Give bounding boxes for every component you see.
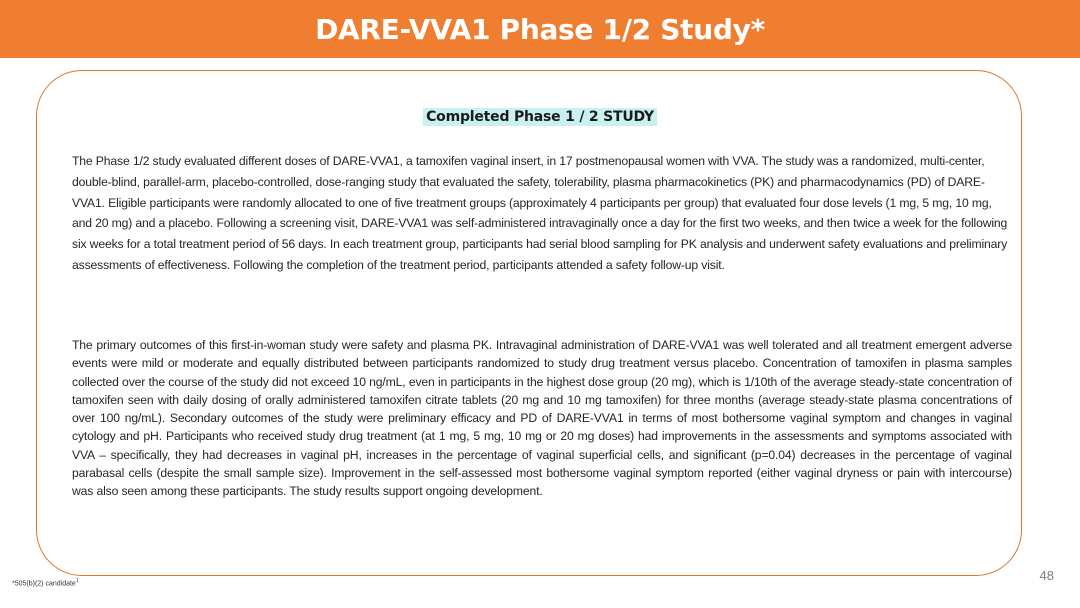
subtitle-container xyxy=(0,108,1080,126)
slide-title: DARE-VVA1 Phase 1/2 Study* xyxy=(315,12,765,46)
title-bar xyxy=(0,0,1080,58)
section-subtitle: Completed Phase 1 / 2 STUDY xyxy=(423,108,657,126)
study-outcomes-paragraph: The primary outcomes of this first-in-woman study were safety and plasma PK. Intravaginal administration of DARE-VVA1 was well tolerated and all treatment emergent adverse events were mild or moderate and equally distributed between participants randomized to study drug treatment versus placebo. Concentration of tamoxifen in plasma samples collected over the course of the study did not exceed 10 ng/mL, even in participants in the highest dose group (20 mg), which is 1/10th of the average steady-state concentration of tamoxifen seen with daily dosing of orally administered tamoxifen citrate tablets (20 mg and 10 mg tamoxifen) for three months (average steady-state plasma concentrations of over 100 ng/mL). Secondary outcomes of the study were preliminary efficacy and PD of DARE-VVA1 in terms of most bothersome vaginal symptom and changes in vaginal cytology and pH. Participants who received study drug treatment (at 1 mg, 5 mg, 10 mg or 20 mg doses) had improvements in the assessments and symptoms associated with VVA – specifically, they had decreases in vaginal pH, increases in the percentage of vaginal superficial cells, and significant (p=0.04) decreases in the percentage of vaginal parabasal cells (despite the small sample size). Improvement in the self-assessed most bothersome vaginal symptom reported (either vaginal dryness or pain with intercourse) was also seen among these participants. The study results support ongoing development. xyxy=(72,338,1012,499)
footnote xyxy=(12,578,79,587)
footnote-superscript: 1 xyxy=(75,578,79,584)
study-description-paragraph: The Phase 1/2 study evaluated different doses of DARE-VVA1, a tamoxifen vaginal insert, in 17 postmenopausal women with VVA. The study was a randomized, multi-center, double-blind, parallel-arm, placebo-controlled, dose-ranging study that evaluated the safety, tolerability, plasma pharmacokinetics (PK) and pharmacodynamics (PD) of DARE-VVA1. Eligible participants were randomly allocated to one of five treatment groups (approximately 4 participants per group) that evaluated four dose levels (1 mg, 5 mg, 10 mg, and 20 mg) and a placebo. Following a screening visit, DARE-VVA1 was self-administered intravaginally once a day for the first two weeks, and then twice a week for the following six weeks for a total treatment period of 56 days. In each treatment group, participants had serial blood sampling for PK analysis and underwent safety evaluations and preliminary assessments of effectiveness. Following the completion of the treatment period, participants attended a safety follow-up visit. xyxy=(72,154,1008,272)
footnote-text: *505(b)(2) candidate xyxy=(12,580,76,588)
page-number: 48 xyxy=(1039,568,1054,583)
